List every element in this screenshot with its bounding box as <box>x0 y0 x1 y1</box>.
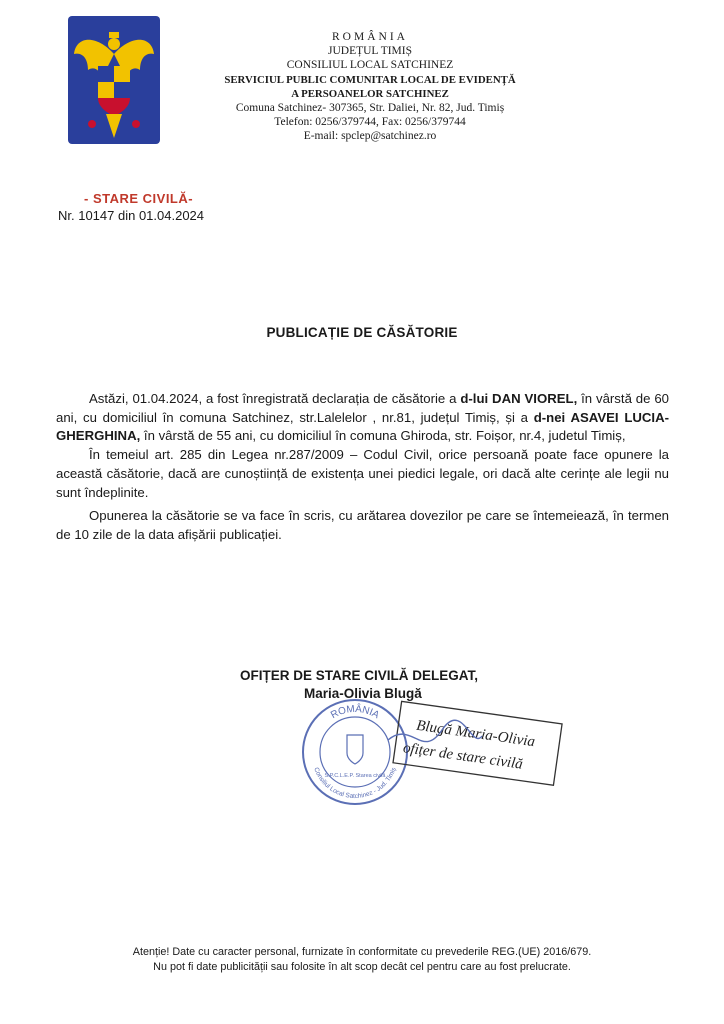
header-email: E-mail: spclep@satchinez.ro <box>303 130 437 143</box>
romania-coat-of-arms-logo <box>66 14 162 146</box>
header-address: Comuna Satchinez- 307365, Str. Daliei, Nr. 82, Jud. Timiș <box>235 102 505 115</box>
registry-department: - STARE CIVILĂ- <box>84 191 194 206</box>
stamp-inner-text: S.P.C.L.E.P. Starea civilă <box>324 773 386 779</box>
stamp-bottom-text: Consiliul Local Satchinez - Jud. Timiș <box>312 766 398 801</box>
groom-name: d-lui DAN VIOREL, <box>460 391 578 406</box>
document-body <box>56 390 669 545</box>
header-service-line2: A PERSOANELOR SATCHINEZ <box>291 87 449 100</box>
letterhead <box>200 30 540 144</box>
officer-name-stamp <box>382 700 568 794</box>
header-county: JUDEȚUL TIMIȘ <box>327 45 412 58</box>
stamp-officer-role: ofițer de stare civilă <box>402 740 524 773</box>
body-paragraph-declaration <box>56 390 669 446</box>
header-phone: Telefon: 0256/379744, Fax: 0256/379744 <box>274 116 466 129</box>
header-council: CONSILIUL LOCAL SATCHINEZ <box>286 59 454 72</box>
footer-line2: Nu pot fi date publicității sau folosite în alt scop decât cel pentru care au fost prelucrate. <box>153 960 571 973</box>
body-paragraph-legal-basis: În temeiul art. 285 din Legea nr.287/2009 – Codul Civil, orice persoană poate face opunere la această căsătorie, dacă are cunoștiință de existența unei piedici legale, ori dacă alte cerințe ale legii nu sunt îndeplinite. <box>56 447 669 500</box>
footer-line1: Atenție! Date cu caracter personal, furnizate în conformitate cu prevederile REG.(UE) 2016/679. <box>132 946 592 958</box>
stamp-top-text: ROMÂNIA <box>329 703 381 722</box>
body-p1-intro: Astăzi, 01.04.2024, a fost înregistrată declarația de căsătorie a <box>89 391 461 406</box>
gdpr-footer <box>0 945 724 974</box>
signature-role: OFIȚER DE STARE CIVILĂ DELEGAT, <box>240 668 479 683</box>
document-title: PUBLICAȚIE DE CĂSĂTORIE <box>266 325 458 340</box>
header-service-line1: SERVICIUL PUBLIC COMUNITAR LOCAL DE EVIDENȚĂ <box>224 73 516 86</box>
signature-name: Maria-Olivia Blugă <box>304 686 422 701</box>
registry-number: Nr. 10147 din 01.04.2024 <box>58 208 205 223</box>
body-p1-bride-details: în vârstă de 55 ani, cu domiciliul în comuna Ghiroda, str. Foișor, nr.4, judetul Timiș, <box>140 428 626 444</box>
body-p1-groom-details: în vârstă de 60 ani, cu domiciliul în comuna Satchinez, str.Lalelelor , nr.81, județul Timiș, și a <box>56 391 669 425</box>
stamp-officer-name: Blugă Maria-Olivia <box>415 717 536 751</box>
registry-block <box>58 190 204 224</box>
body-paragraph-opposition: Opunerea la căsătorie se va face în scris, cu arătarea dovezilor pe care se întemeiează, în termen de 10 zile de la data afișării publicației. <box>56 508 669 542</box>
header-country: ROMÂNIA <box>332 31 408 43</box>
bride-name: d-nei ASAVEI LUCIA-GHERGHINA, <box>56 409 669 444</box>
